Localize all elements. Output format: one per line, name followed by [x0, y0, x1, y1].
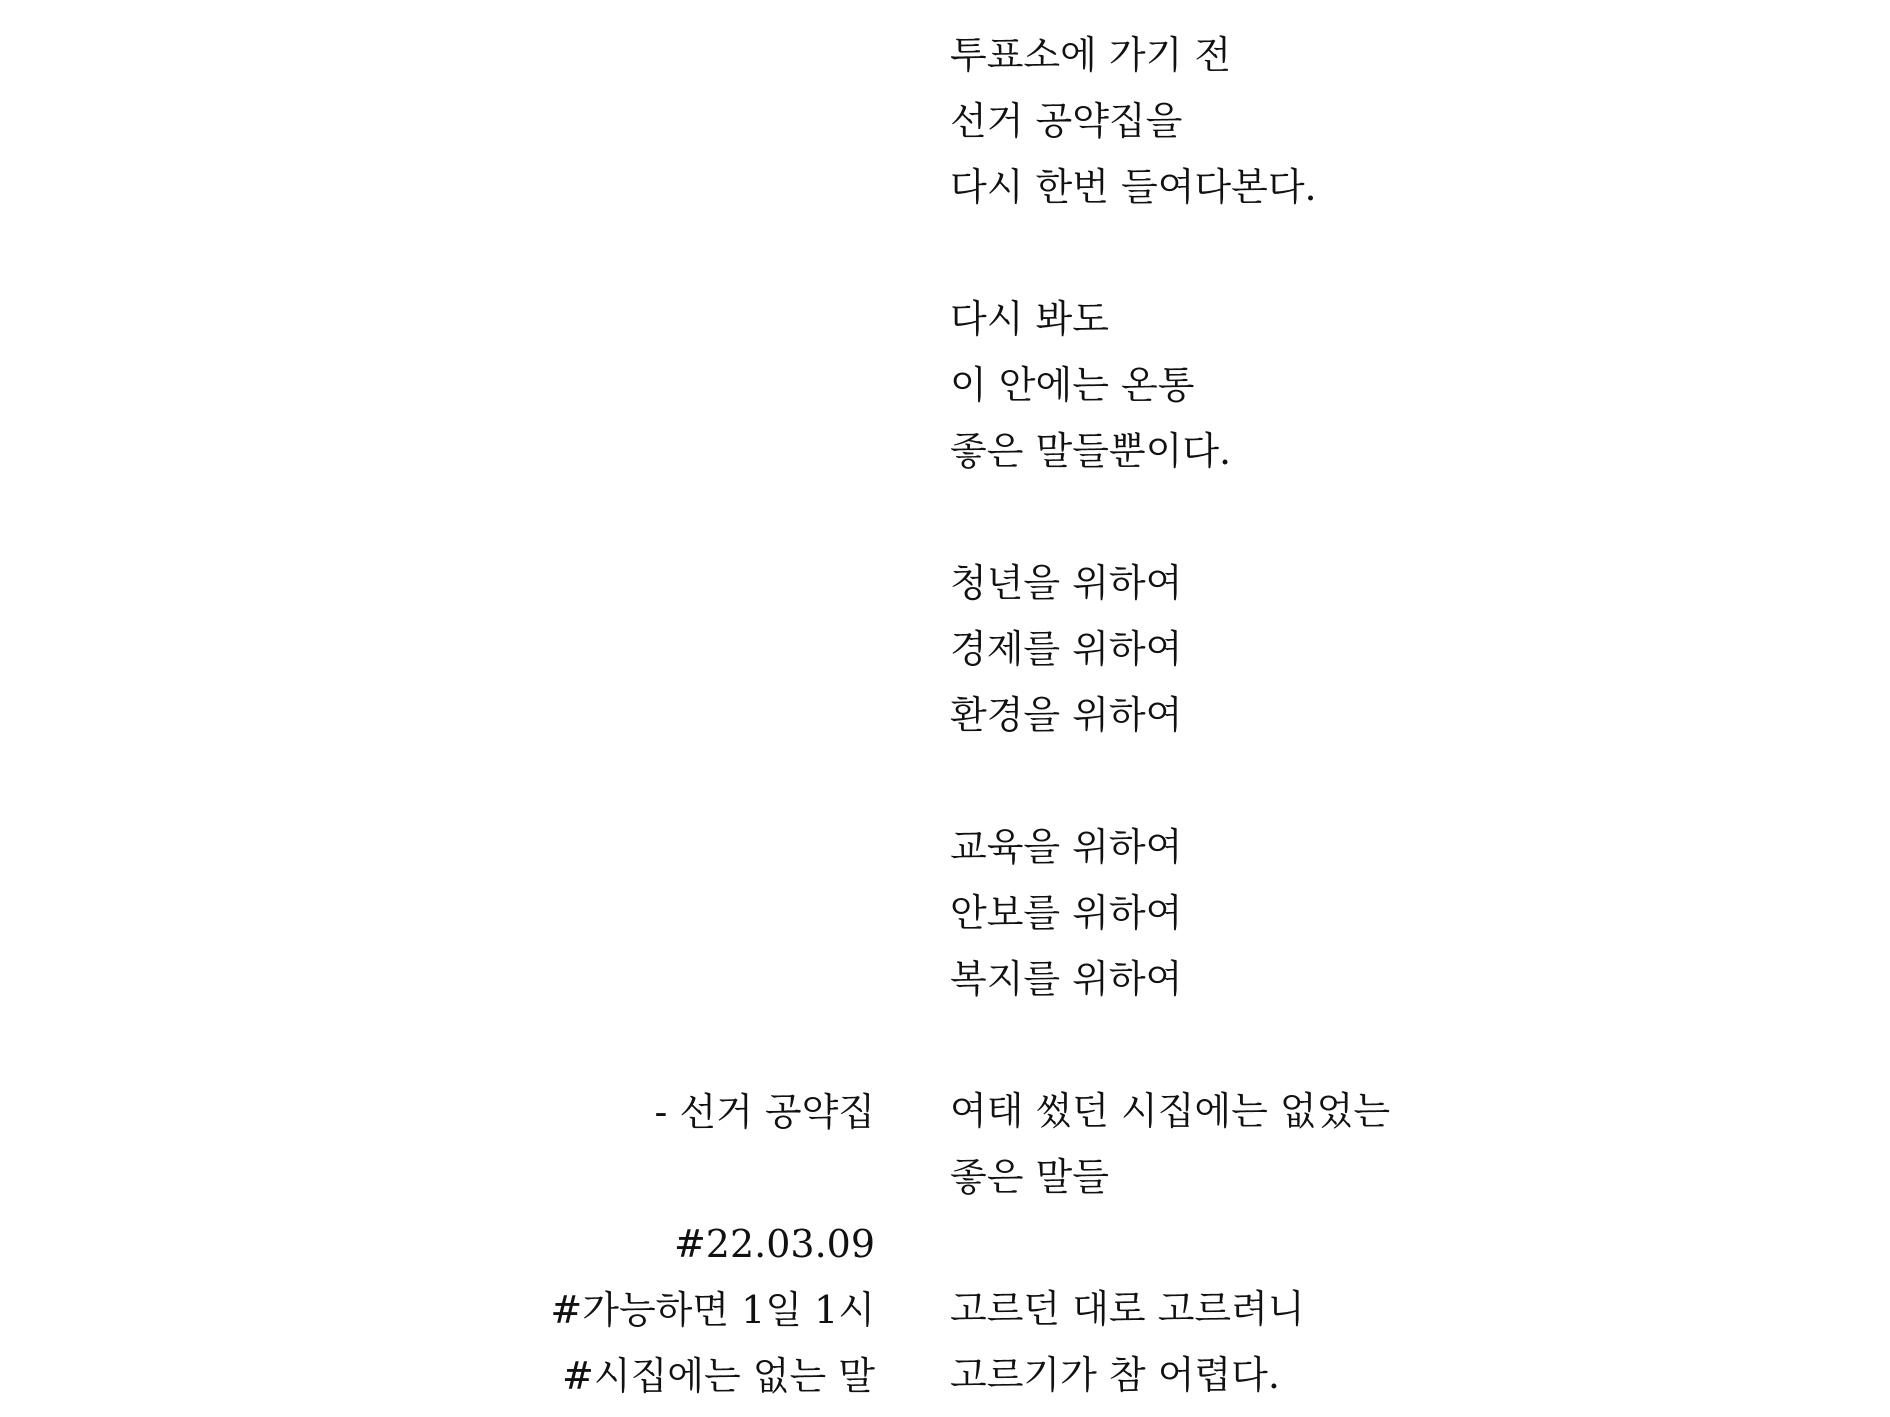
- stanza-break: [950, 484, 1850, 550]
- poem-line: 여태 썼던 시집에는 없었는: [950, 1089, 1391, 1133]
- hashtag-daily-poem: #가능하면 1일 1시: [550, 1288, 875, 1332]
- hashtag-no-words: #시집에는 없는 말: [562, 1354, 875, 1398]
- stanza-break: [950, 1012, 1850, 1078]
- stanza-break: [950, 1210, 1850, 1276]
- poem-line: 투표소에 가기 전: [950, 33, 1232, 77]
- poem-line: 선거 공약집을: [950, 99, 1183, 143]
- poem-line: 고르기가 참 어렵다.: [950, 1353, 1280, 1397]
- poem-title: - 선거 공약집: [654, 1090, 875, 1134]
- poem-line: 좋은 말들뿐이다.: [950, 429, 1232, 473]
- poem-line: 환경을 위하여: [950, 693, 1183, 737]
- date-tag: #22.03.09: [673, 1222, 875, 1266]
- poem-line: 이 안에는 온통: [950, 363, 1195, 407]
- poem-line: 다시 한번 들여다본다.: [950, 165, 1317, 209]
- stanza-break: [950, 220, 1850, 286]
- poem-line: 안보를 위하여: [950, 891, 1183, 935]
- poem-line: 교육을 위하여: [950, 825, 1183, 869]
- poem-line: 청년을 위하여: [950, 561, 1183, 605]
- poem-line: 다시 봐도: [950, 297, 1109, 341]
- stanza-break: [950, 748, 1850, 814]
- poem-line: 복지를 위하여: [950, 957, 1183, 1001]
- poem-line: 경제를 위하여: [950, 627, 1183, 671]
- poem-line: 고르던 대로 고르려니: [950, 1287, 1305, 1331]
- poem-body: [950, 22, 1850, 1408]
- poem-line: 좋은 말들: [950, 1155, 1109, 1199]
